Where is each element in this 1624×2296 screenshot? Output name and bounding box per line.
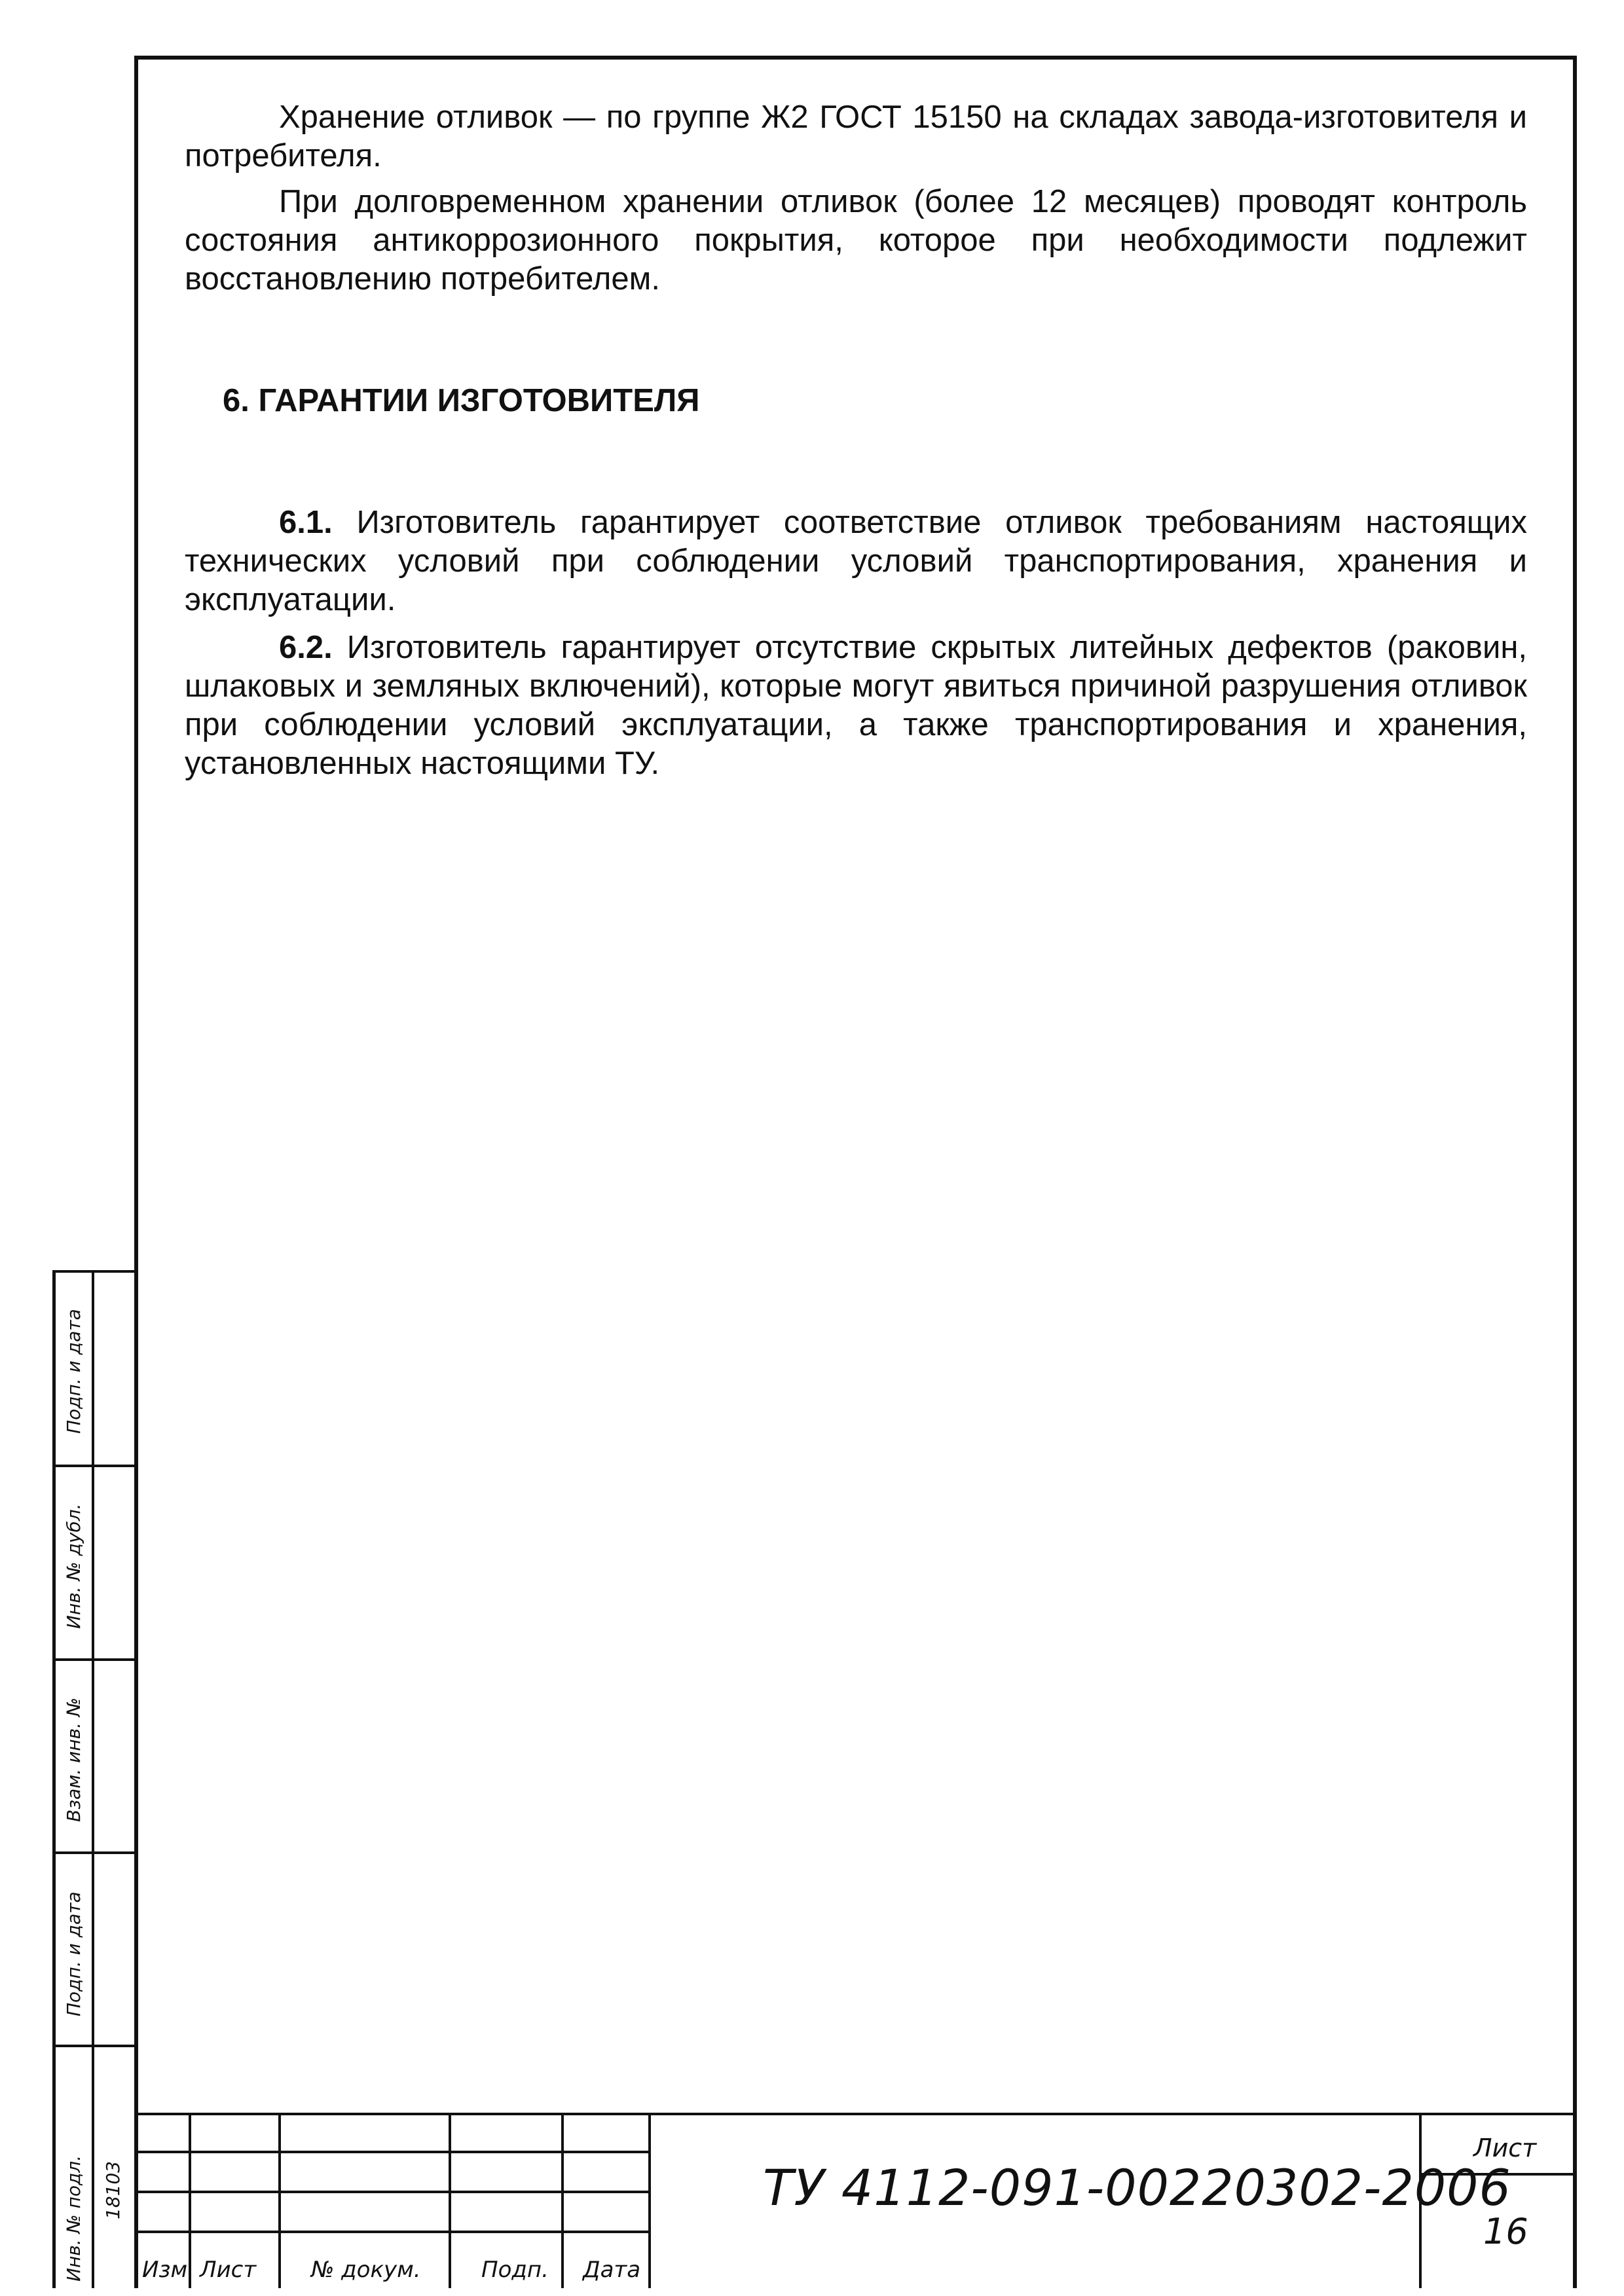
col-list: Лист: [200, 2257, 257, 2283]
stamp-label-inv-dubl: Инв. № дубл.: [63, 1503, 84, 1629]
clause-text: Изготовитель гарантирует отсутствие скрытых литейных дефектов (раковин, шлаковых и земляных включений), которые могут явиться причиной разрушения отливок при соблюдении условий эксплуатации, а также транспортирования и хранения, установленных настоящими ТУ.: [185, 630, 1527, 781]
clause-6-2: [185, 629, 1527, 783]
paragraph-long-storage: При долговременном хранении отливок (более 12 месяцев) проводят контроль состояния антикоррозионного покрытия, которое при необходимости подлежит восстановлению потребителем.: [185, 184, 1527, 297]
clause-number: 6.1.: [279, 505, 333, 540]
title-block: [134, 2113, 1577, 2288]
stamp-label-vzam-inv: Взам. инв. №: [63, 1697, 84, 1822]
stamp-label-inv-podl: Инв. № подл.: [63, 2155, 84, 2282]
sheet-number: 16: [1483, 2211, 1528, 2252]
stamp-label-podp-i-data: Подп. и дата: [63, 1309, 84, 1434]
document-number: ТУ 4112-091-00220302-2006: [763, 2159, 1511, 2217]
col-izm: Изм: [142, 2257, 188, 2283]
clause-6-1: [185, 503, 1527, 619]
sheet-label: Лист: [1473, 2134, 1537, 2162]
clause-number: 6.2.: [279, 630, 333, 665]
stamp-inv-podl-value: 18103: [102, 2160, 124, 2219]
col-podp: Подп.: [481, 2257, 549, 2283]
col-data: Дата: [583, 2257, 641, 2283]
col-dokum: № докум.: [311, 2257, 421, 2283]
section-heading: 6. ГАРАНТИИ ИЗГОТОВИТЕЛЯ: [223, 383, 700, 418]
stamp-label-podp-i-data-2: Подп. и дата: [63, 1891, 84, 2016]
document-body: [185, 98, 1527, 783]
paragraph-storage: Хранение отливок — по группе Ж2 ГОСТ 15150 на складах завода-изготовителя и потребителя.: [185, 100, 1527, 173]
margin-stamp: [52, 1270, 138, 2288]
clause-text: Изготовитель гарантирует соответствие отливок требованиям настоящих технических условий при соблюдении условий транспортирования, хранения и эксплуатации.: [185, 505, 1527, 617]
